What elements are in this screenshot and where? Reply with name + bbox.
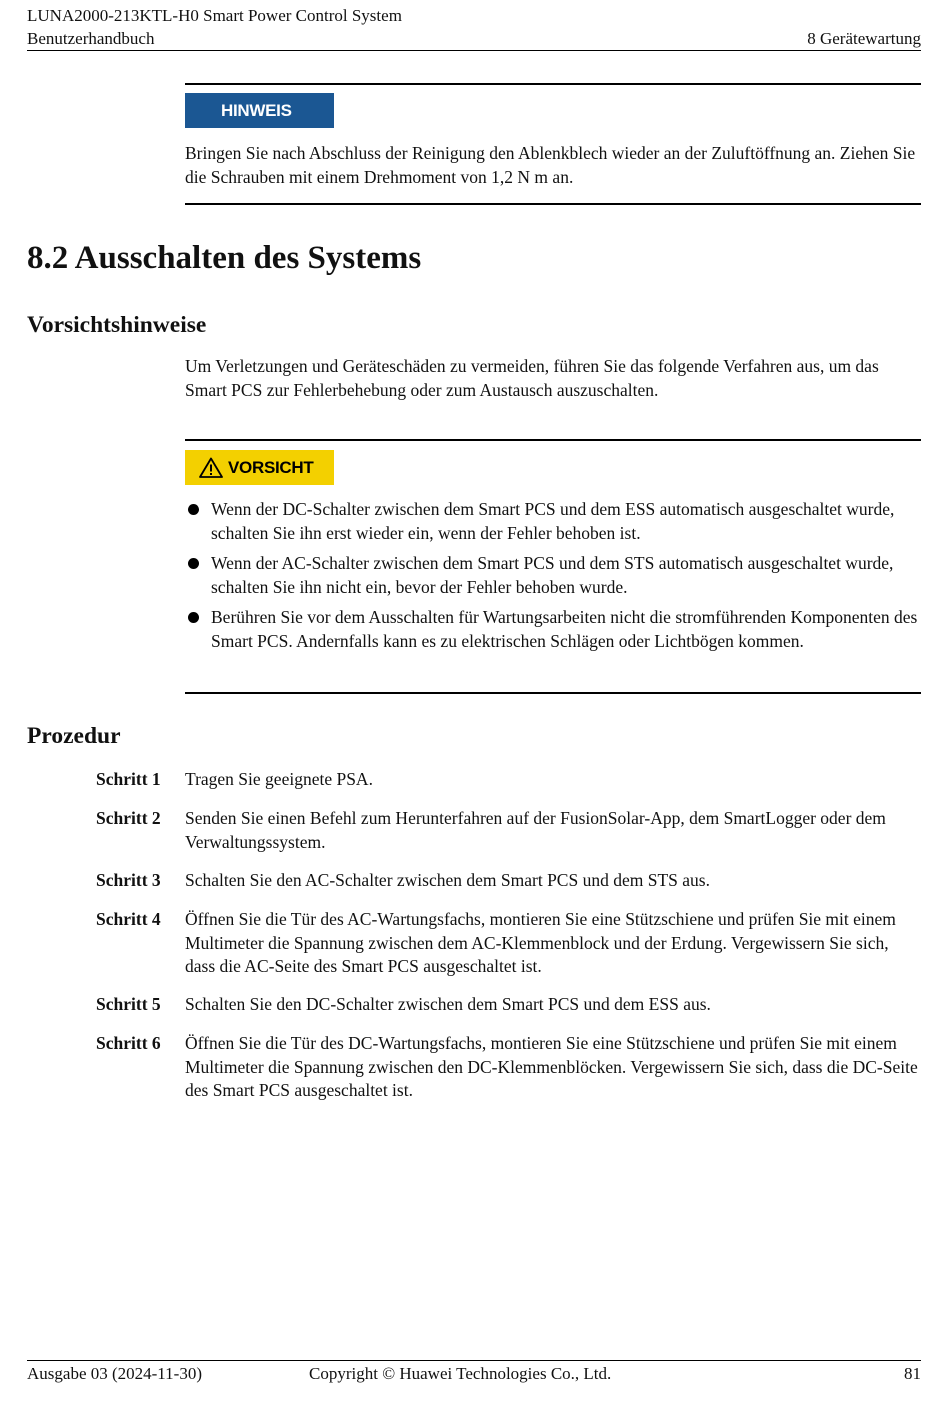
caution-item-text: Wenn der DC-Schalter zwischen dem Smart PCS und dem ESS automatisch ausgeschaltet wurde, schalten Sie ihn erst wieder ein, wenn der Fehler behoben ist. [211,499,895,543]
step-label: Schritt 6 [96,1033,161,1053]
bullet-icon [188,558,199,569]
warning-triangle-icon [199,457,223,478]
precautions-heading: Vorsichtshinweise [27,312,207,338]
step-label: Schritt 2 [96,808,161,828]
caution-list [185,498,920,660]
step-text: Schalten Sie den DC-Schalter zwischen dem Smart PCS und dem ESS aus. [185,994,711,1014]
footer-copyright: Copyright © Huawei Technologies Co., Ltd. [309,1364,612,1383]
step-text: Öffnen Sie die Tür des AC-Wartungsfachs, montieren Sie eine Stützschiene und prüfen Sie mit einem Multimeter die Spannung zwischen dem AC-Klemmenblock und der Erdung. Vergewissern Sie sich, dass die AC-Seite des Smart PCS ausgeschaltet ist. [185,909,896,976]
caution-badge [185,450,334,485]
step-label: Schritt 3 [96,870,161,890]
notice-top-rule [185,83,921,85]
header-doc-type: Benutzerhandbuch [27,29,155,48]
caution-label: VORSICHT [228,457,314,477]
list-item [185,498,920,545]
notice-badge [185,93,334,128]
list-item [185,606,920,653]
caution-item-text: Berühren Sie vor dem Ausschalten für Wartungsarbeiten nicht die stromführenden Komponenten des Smart PCS. Andernfalls kann es zu elektrischen Schlägen oder Lichtbögen kommen. [211,607,918,651]
precautions-intro: Um Verletzungen und Geräteschäden zu vermeiden, führen Sie das folgende Verfahren aus, um das Smart PCS zur Fehlerbehebung oder zum Austausch auszuschalten. [185,356,879,400]
footer-rule [27,1360,921,1361]
page-number: 81 [904,1364,921,1383]
header-product: LUNA2000-213KTL-H0 Smart Power Control System [27,6,402,25]
step-text: Tragen Sie geeignete PSA. [185,769,373,789]
notice-label: HINWEIS [221,100,292,120]
step-text: Öffnen Sie die Tür des DC-Wartungsfachs, montieren Sie eine Stützschiene und prüfen Sie mit einem Multimeter die Spannung zwischen den DC-Klemmenblöcken. Vergewissern Sie sich, dass die DC-Seite des Smart PCS ausgeschaltet ist. [185,1033,918,1100]
procedure-heading: Prozedur [27,723,121,749]
bullet-icon [188,612,199,623]
caution-bottom-rule [185,692,921,694]
header-chapter: 8 Gerätewartung [807,29,921,48]
footer-edition: Ausgabe 03 (2024-11-30) [27,1364,202,1383]
bullet-icon [188,504,199,515]
caution-top-rule [185,439,921,441]
section-title: 8.2 Ausschalten des Systems [27,240,422,276]
step-label: Schritt 1 [96,769,161,789]
notice-text: Bringen Sie nach Abschluss der Reinigung den Ablenkblech wieder an der Zuluftöffnung an. Ziehen Sie die Schrauben mit einem Drehmoment von 1,2 N m an. [185,143,916,187]
notice-bottom-rule [185,203,921,205]
step-text: Senden Sie einen Befehl zum Herunterfahren auf der FusionSolar-App, dem SmartLogger oder dem Verwaltungssystem. [185,808,886,852]
step-label: Schritt 4 [96,909,161,929]
step-label: Schritt 5 [96,994,161,1014]
header-rule [27,50,921,51]
list-item [185,552,920,599]
caution-item-text: Wenn der AC-Schalter zwischen dem Smart PCS und dem STS automatisch ausgeschaltet wurde, schalten Sie ihn nicht ein, bevor der Fehler behoben wurde. [211,553,894,597]
step-text: Schalten Sie den AC-Schalter zwischen dem Smart PCS und dem STS aus. [185,870,710,890]
